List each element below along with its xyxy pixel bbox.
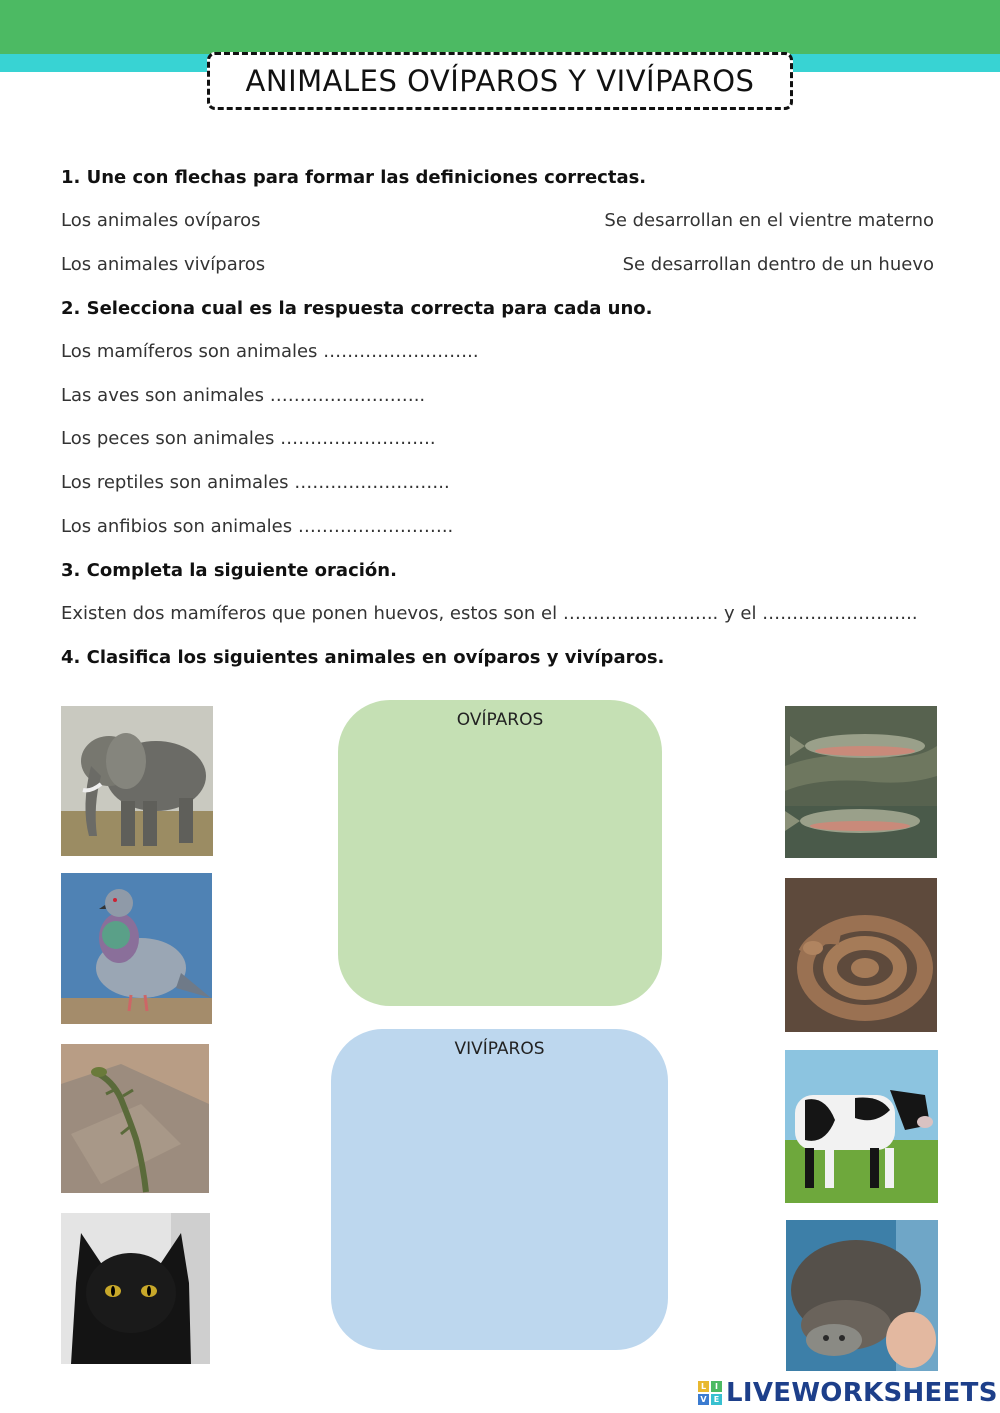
q1-right-2[interactable]: Se desarrollan dentro de un huevo [622, 254, 934, 275]
q2-item-mamiferos[interactable]: Los mamíferos son animales …………………….. [61, 341, 479, 362]
logo-icon: L I V E [698, 1381, 722, 1405]
cow-image[interactable] [785, 1050, 938, 1203]
pigeon-image[interactable] [61, 873, 212, 1024]
oviparos-drop-zone[interactable] [338, 700, 662, 1006]
viviparos-label: VIVÍPAROS [454, 1039, 545, 1059]
q2-item-peces[interactable]: Los peces son animales …………………….. [61, 428, 436, 449]
q1-left-2[interactable]: Los animales vivíparos [61, 254, 266, 275]
black-cat-image[interactable] [61, 1213, 210, 1364]
q3-heading: 3. Completa la siguiente oración. [61, 560, 397, 581]
snake-image[interactable] [785, 878, 937, 1032]
trout-image[interactable] [785, 706, 937, 858]
q3-sentence[interactable]: Existen dos mamíferos que ponen huevos, estos son el …………………….. y el …………………….. [61, 603, 918, 624]
q4-heading: 4. Clasifica los siguientes animales en ovíparos y vivíparos. [61, 647, 665, 668]
q1-right-1[interactable]: Se desarrollan en el vientre materno [604, 210, 934, 231]
q1-heading: 1. Une con flechas para formar las definiciones correctas. [61, 167, 647, 188]
title-box [207, 52, 793, 110]
lizard-image[interactable] [61, 1044, 209, 1193]
q2-item-aves[interactable]: Las aves son animales …………………….. [61, 385, 426, 406]
q2-item-anfibios[interactable]: Los anfibios son animales …………………….. [61, 516, 454, 537]
q2-heading: 2. Selecciona cual es la respuesta correcta para cada uno. [61, 298, 653, 319]
platypus-image[interactable] [786, 1220, 938, 1371]
q2-item-reptiles[interactable]: Los reptiles son animales …………………….. [61, 472, 450, 493]
elephant-image[interactable] [61, 706, 213, 856]
liveworksheets-logo [698, 1376, 998, 1410]
oviparos-label: OVÍPAROS [456, 710, 544, 730]
q1-left-1[interactable]: Los animales ovíparos [61, 210, 261, 231]
logo-text: LIVEWORKSHEETS [726, 1378, 998, 1408]
page-title: ANIMALES OVÍPAROS Y VIVÍPAROS [245, 64, 755, 98]
top-band [0, 0, 1000, 54]
viviparos-drop-zone[interactable] [331, 1029, 668, 1350]
